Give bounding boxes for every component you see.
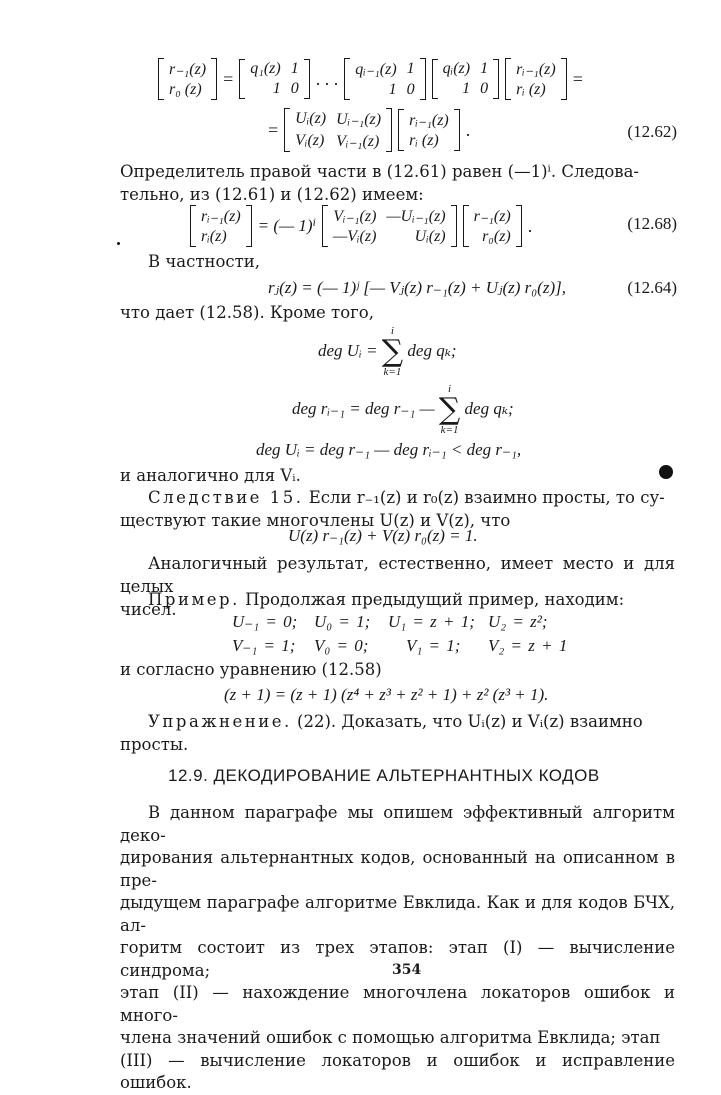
- equation-bezout: U(z) r₋₁(z) + V(z) r₀(z) = 1.: [288, 526, 478, 545]
- equation-values-U: U₋₁ = 0; U₀ = 1; U₁ = z + 1; U₂ = z²;: [232, 612, 548, 631]
- paragraph: и согласно уравнению (12.58): [120, 660, 382, 679]
- equation-example-check: (z + 1) = (z + 1) (z⁴ + z³ + z² + 1) + z² (z³ + 1).: [224, 685, 549, 704]
- equation-deg-U: deg Uᵢ = i ∑ k=1 deg qₖ;: [318, 325, 457, 378]
- matrix-q-im1: qᵢ₋₁(z) 1 1 0: [344, 58, 425, 100]
- equation-12-68: rᵢ₋₁(z) rᵢ(z) = (— 1)ⁱ Vᵢ₋₁(z) —Uᵢ₋₁(z) —Vᵢ(z) Uᵢ(z) r₋₁(z) r₀(z) .: [190, 205, 532, 247]
- equation-matrix-product: r₋₁(z) r₀ (z) = q₁(z) 1 1 0 . . . qᵢ₋₁(z) 1 1 0 qᵢ(z) 1 1 0 rᵢ₋₁(z) rᵢ (z) =: [158, 58, 583, 100]
- matrix-lhs: rᵢ₋₁(z) rᵢ(z): [190, 205, 252, 247]
- exercise: Упражнение. (22). Доказать, что Uᵢ(z) и Vᵢ(z) взаимно просты.: [120, 712, 643, 754]
- paragraph: Аналогичный результат, естественно, имеет место и для целых чисел.: [120, 554, 675, 619]
- matrix-q-i: qᵢ(z) 1 1 0: [432, 59, 499, 99]
- page-number: 354: [392, 962, 422, 978]
- equation-number: (12.68): [627, 214, 677, 233]
- paragraph: и аналогично для Vᵢ.: [120, 466, 301, 485]
- equation-values-V: V₋₁ = 1; V₀ = 0; V₁ = 1; V₂ = z + 1: [232, 636, 568, 655]
- section-title: 12.9. ДЕКОДИРОВАНИЕ АЛЬТЕРНАНТНЫХ КОДОВ: [168, 766, 600, 785]
- paragraph: Определитель правой части в (12.61) равен (—1)ⁱ. Следова- тельно, из (12.61) и (12.62) имеем:: [120, 162, 640, 204]
- paragraph: что дает (12.58). Кроме того,: [120, 303, 374, 322]
- stray-mark: [117, 242, 120, 245]
- matrix-r: rᵢ₋₁(z) rᵢ (z): [398, 109, 460, 151]
- example: Пример. Продолжая предыдущий пример, находим:: [148, 590, 625, 609]
- matrix-UV: Uᵢ(z) Uᵢ₋₁(z) Vᵢ(z) Vᵢ₋₁(z): [284, 108, 392, 152]
- corollary: Следствие 15. Если r₋₁(z) и r₀(z) взаимно просты, то су- ществуют такие многочлены U(z) и V(z), что: [120, 488, 665, 530]
- matrix-rhs: r₋₁(z) r₀(z): [463, 205, 522, 247]
- section-body: В данном параграфе мы опишем эффективный алгоритм деко- дирования альтернантных кодов, основанный на описанном в пре- дыдущем параграфе алгоритме Евклида. Как и для кодов БЧХ, ал- горитм состоит из трех этапов: этап (I) — вычисление синдрома; этап (II) — нахождение многочлена локаторов ошибок и много- члена значений ошибок с помощью алгоритма Евклида; этап (III) — вычисление локаторов и ошибок и исправление ошибок.: [120, 803, 675, 1092]
- equation-12-64: rⱼ(z) = (— 1)ʲ [— Vⱼ(z) r₋₁(z) + Uⱼ(z) r₀(z)],: [268, 278, 566, 297]
- equation-deg-inequality: deg Uᵢ = deg r₋₁ — deg rᵢ₋₁ < deg r₋₁,: [256, 440, 522, 459]
- equation-12-62: = Uᵢ(z) Uᵢ₋₁(z) Vᵢ(z) Vᵢ₋₁(z) rᵢ₋₁(z) rᵢ (z) .: [268, 110, 471, 150]
- end-of-proof-mark: [659, 465, 673, 479]
- equation-number: (12.64): [627, 278, 677, 297]
- matrix-q1: q₁(z) 1 1 0: [239, 59, 309, 99]
- matrix-r-initial: r₋₁(z) r₀ (z): [158, 58, 217, 100]
- paragraph: В частности,: [148, 252, 261, 271]
- equation-deg-r: deg rᵢ₋₁ = deg r₋₁ — i ∑ k=1 deg qₖ;: [292, 383, 514, 436]
- matrix-r-i: rᵢ₋₁(z) rᵢ (z): [505, 58, 567, 100]
- equation-number: (12.62): [627, 122, 677, 141]
- matrix-VU: Vᵢ₋₁(z) —Uᵢ₋₁(z) —Vᵢ(z) Uᵢ(z): [322, 205, 457, 247]
